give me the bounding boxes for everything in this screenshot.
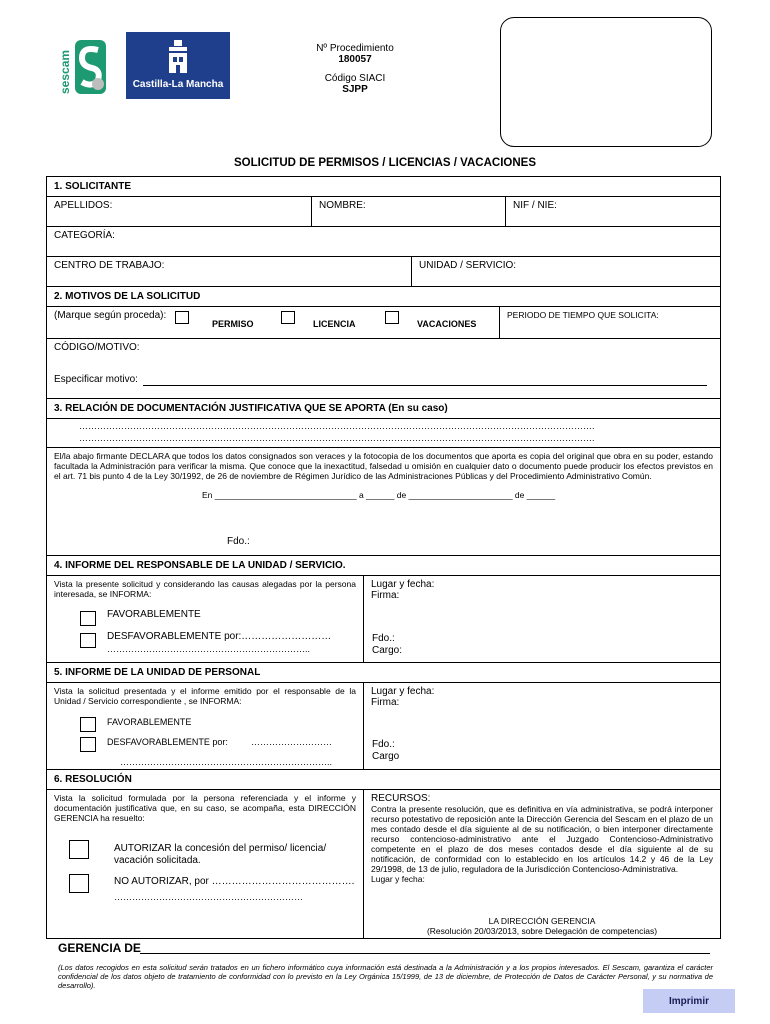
nif-field[interactable]: NIF / NIE: (505, 197, 720, 226)
centro-field[interactable]: CENTRO DE TRABAJO: (54, 260, 165, 271)
crest-icon (166, 40, 190, 74)
s6-intro: Vista la solicitud formulada por la persona referenciada y el informe y documentación justificativa que, en su caso, se acompaña, esta DIRECCIÓN GERENCIA ha resuelto: (54, 793, 356, 823)
direccion-gerencia-label: LA DIRECCIÓN GERENCIA (488, 916, 596, 926)
vacaciones-checkbox[interactable] (385, 311, 399, 324)
gerencia-label: GERENCIA DE (58, 941, 141, 955)
section-6-heading: 6. RESOLUCIÓN (47, 770, 720, 790)
privacy-footnote: (Los datos recogidos en esta solicitud serán tratados en un fichero informático cuya información está destinada a la Administración y a los propios interesados. El Sescam, garantiza el carácter confidencial de los datos objeto de tratamiento de conformidad con lo previsto en la Ley Orgánica 15/1999, de 13 de diciembre, de Protección de Datos de Carácter Personal, y su normativa de desarrollo). (58, 963, 713, 990)
recursos-heading: RECURSOS: (371, 793, 431, 804)
logo-clm-text: Castilla-La Mancha (132, 79, 224, 90)
no-autorizar-label: NO AUTORIZAR, por ……………………………………. (114, 876, 355, 887)
s5-favorable-checkbox[interactable] (80, 717, 96, 732)
section-4-heading: 4. INFORME DEL RESPONSABLE DE LA UNIDAD / SERVICIO. (47, 556, 720, 576)
licencia-checkbox[interactable] (281, 311, 295, 324)
s4-intro: Vista la presente solicitud y considerando las causas alegadas por la persona interesada, se INFORMA: (54, 579, 356, 599)
marque-label: (Marque según proceda): (54, 310, 167, 321)
s4-cargo-label: Cargo: (372, 645, 403, 656)
place-date-line[interactable]: En ______________________________ a ______ de ______________________ de ______ (202, 490, 556, 500)
s4-favorable-label: FAVORABLEMENTE (107, 609, 201, 620)
row-motivos (47, 307, 720, 339)
no-autorizar-dots[interactable]: ……………………………………………………… (114, 892, 303, 902)
castilla-la-mancha-logo (126, 32, 230, 99)
s6-lugar-label: Lugar y fecha: (371, 874, 425, 884)
row-centro (47, 257, 720, 287)
s5-cargo-label: Cargo (372, 751, 400, 762)
row-names (47, 197, 720, 227)
codigo-label: CÓDIGO/MOTIVO: (54, 342, 140, 353)
autorizar-label: AUTORIZAR la concesión del permiso/ licencia/ vacación solicitada. (114, 843, 327, 866)
s5-lugar-label: Lugar y fecha: (371, 686, 435, 697)
application-form (46, 176, 721, 939)
nombre-field[interactable]: NOMBRE: (311, 197, 505, 226)
apellidos-field[interactable]: APELLIDOS: (54, 200, 113, 211)
resolucion-note: (Resolución 20/03/2013, sobre Delegación de competencias) (426, 926, 658, 936)
s4-favorable-checkbox[interactable] (80, 611, 96, 626)
s5-firma-label: Firma: (371, 697, 400, 708)
registry-stamp-box (500, 17, 712, 147)
siaci-value: SJPP (342, 84, 368, 95)
s4-fdo-label: Fdo.: (372, 633, 395, 644)
no-autorizar-checkbox[interactable] (69, 874, 89, 893)
declaration-block (47, 448, 720, 556)
unidad-field[interactable]: UNIDAD / SERVICIO: (411, 257, 720, 286)
section-3-heading: 3. RELACIÓN DE DOCUMENTACIÓN JUSTIFICATIVA QUE SE APORTA (En su caso) (47, 399, 720, 419)
especificar-label: Especificar motivo: (54, 374, 138, 385)
categoria-field[interactable]: CATEGORÍA: (47, 227, 720, 257)
s4-desfavorable-dots[interactable]: ………………………………………………………….. (107, 644, 311, 654)
recursos-text: Contra la presente resolución, que es definitiva en vía administrativa, se podrá interponer recurso potestativo de reposición ante la Dirección Gerencia del Sescam en el plazo de un mes contado desde el día siguiente al de su notificación, o bien interponer directamente recurso contencioso-administrativo ante el Juzgado Contencioso-Administrativo competente en el plazo de dos meses contados desde el día siguiente al de su notificación, de conformidad con lo establecido en los artículos 14.2 y 46 de la Ley 29/1998, de 13 de julio, reguladora de la Jurisdicción Contencioso-Administrativa. (371, 804, 713, 874)
section-1-heading: 1. SOLICITANTE (47, 177, 720, 197)
signature-label: Fdo.: (227, 536, 250, 547)
section-6-body (47, 790, 720, 938)
s4-firma-label: Firma: (371, 590, 400, 601)
documentation-lines[interactable]: ………………………………………………………………………………………………………………………………………………………. ………………………………………………………………………………………………………………………………………………………. (47, 419, 720, 448)
autorizar-checkbox[interactable] (69, 840, 89, 859)
licencia-label: LICENCIA (313, 319, 356, 329)
s4-desfavorable-label: DESFAVORABLEMENTE por:……………………… (107, 631, 332, 642)
s5-favorable-label: FAVORABLEMENTE (107, 717, 192, 727)
page-title: SOLICITUD DE PERMISOS / LICENCIAS / VACACIONES (233, 157, 536, 169)
especificar-input-line[interactable] (143, 385, 707, 386)
print-button[interactable]: Imprimir (643, 989, 735, 1013)
s5-intro: Vista la solicitud presentada y el informe emitido por el responsable de la Unidad / Servicio correspondiente , se INFORMA: (54, 686, 356, 706)
proc-value: 180057 (338, 54, 372, 65)
s5-desfavorable-dots-2[interactable]: …………………………………………………………….. (120, 757, 333, 767)
s5-fdo-label: Fdo.: (372, 739, 395, 750)
s5-desfavorable-checkbox[interactable] (80, 737, 96, 752)
procedure-info (300, 43, 410, 95)
section-2-heading: 2. MOTIVOS DE LA SOLICITUD (47, 287, 720, 307)
svg-text:sescam: sescam (58, 49, 72, 94)
siaci-label: Código SIACI (324, 73, 386, 84)
s4-lugar-label: Lugar y fecha: (371, 579, 435, 590)
proc-label: Nº Procedimiento (316, 43, 394, 54)
permiso-label: PERMISO (212, 319, 254, 329)
row-codigo (47, 339, 720, 399)
s5-desfavorable-dots[interactable]: ……………………… (251, 737, 332, 747)
sescam-logo (58, 38, 108, 96)
permiso-checkbox[interactable] (175, 311, 189, 324)
s4-desfavorable-checkbox[interactable] (80, 633, 96, 648)
periodo-field[interactable]: PERIODO DE TIEMPO QUE SOLICITA: (499, 307, 720, 338)
section-4-body (47, 576, 720, 663)
vacaciones-label: VACACIONES (417, 319, 477, 329)
gerencia-input-line[interactable] (140, 953, 710, 954)
s5-desfavorable-label: DESFAVORABLEMENTE por: (107, 737, 228, 747)
section-5-body (47, 683, 720, 770)
declaration-text: El/la abajo firmante DECLARA que todos los datos consignados son veraces y la fotocopia de los documentos que aporta es copia del original que obra en su poder, estando facultada la Administración para verificar la misma. Que conoce que la inexactitud, falsedad u omisión en cualquier dato o documento puede producir los efectos previstos en el art. 71 bis punto 4 de la Ley 30/1992, de 26 de noviembre de Régimen Jurídico de las Administraciones Públicas y del Procedimiento Administrativo Común. (54, 451, 713, 481)
section-5-heading: 5. INFORME DE LA UNIDAD DE PERSONAL (47, 663, 720, 683)
